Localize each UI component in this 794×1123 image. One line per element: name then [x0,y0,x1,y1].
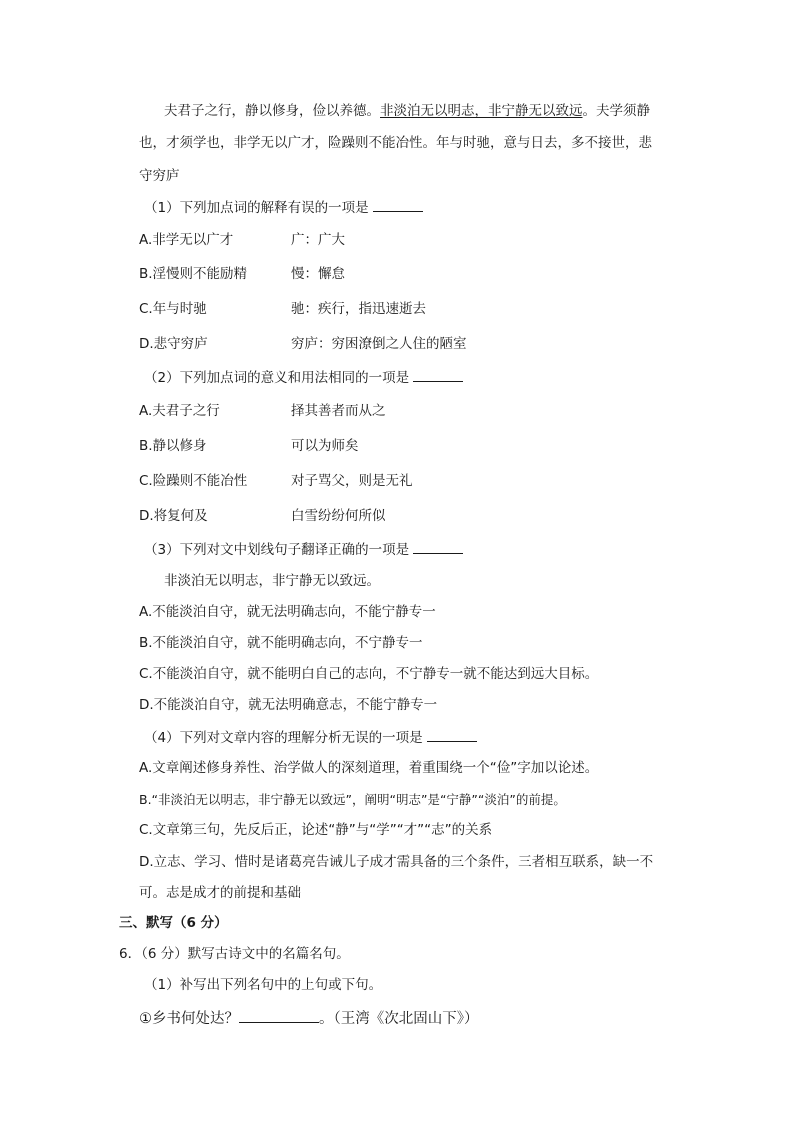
answer-blank[interactable] [413,539,463,554]
passage-line-1 [164,101,650,121]
section-title: 三、默写（6 分） [119,915,228,931]
q4-option-c: C.文章第三句，先反后正，论述“静”与“学”“才”“志”的关系 [139,822,493,838]
q2-option-b: B.静以修身 可以为师矣 [139,438,359,454]
q2-option-a: A.夫君子之行 择其善者而从之 [139,403,386,419]
q1-option-d: D.悲守穷庐 穷庐：穷困潦倒之人住的陋室 [139,336,467,352]
question-1-stem: （1）下列加点词的解释有误的一项是 [144,197,423,217]
q2-option-d: D.将复何及 白雪纷纷何所似 [139,508,386,524]
q2-option-c: C.险躁则不能冶性 对子骂父，则是无礼 [139,473,413,489]
fill-blank[interactable] [239,1008,319,1023]
passage-line-2: 也，才须学也，非学无以广才，险躁则不能冶性。年与时驰，意与日去，多不接世，悲 [139,135,652,151]
fill-item-1: ①乡书何处达？ 。（王湾《次北固山下》） [139,1008,479,1028]
q3-option-b: B.不能淡泊自守，就不能明确志向，不宁静专一 [139,635,423,651]
q1-option-a: A.非学无以广才 广：广大 [139,232,345,248]
passage-line-3: 守穷庐 [139,168,180,184]
passage-text: 夫君子之行，静以修身，俭以养德。 [164,103,380,119]
underlined-sentence: 非淡泊无以明志，非宁静无以致远 [380,103,583,119]
q4-option-a: A.文章阐述修身养性、治学做人的深刻道理，着重围绕一个“俭”字加以论述。 [139,760,599,776]
q3-option-a: A.不能淡泊自守，就无法明确志向，不能宁静专一 [139,604,436,620]
q4-option-d: D.立志、学习、惜时是诸葛亮告诫儿子成才需具备的三个条件，三者相互联系，缺一不 [139,854,654,870]
q4-option-b: B.“非淡泊无以明志，非宁静无以致远”，阐明“明志”是“宁静”“淡泊”的前提。 [139,792,566,807]
answer-blank[interactable] [413,367,463,382]
q3-option-c: C.不能淡泊自守，就不能明白自己的志向，不宁静专一就不能达到远大目标。 [139,666,599,682]
q4-option-d-continued: 可。志是成才的前提和基础 [139,885,301,901]
question-6-stem: 6．（6 分）默写古诗文中的名篇名句。 [119,946,350,962]
q1-option-c: C.年与时驰 驰：疾行，指迅速逝去 [139,301,426,317]
question-2-stem: （2）下列加点词的意义和用法相同的一项是 [144,367,463,387]
q3-option-d: D.不能淡泊自守，就无法明确意志，不能宁静专一 [139,697,438,713]
answer-blank[interactable] [427,727,477,742]
question-6-sub-1: （1）补写出下列名句中的上句或下句。 [144,977,383,993]
passage-text: 。夫学须静 [582,103,650,119]
question-3-stem: （3）下列对文中划线句子翻译正确的一项是 [144,539,463,559]
answer-blank[interactable] [373,197,423,212]
q3-quote: 非淡泊无以明志，非宁静无以致远。 [164,573,380,589]
question-4-stem: （4）下列对文章内容的理解分析无误的一项是 [144,727,477,747]
q1-option-b: B.淫慢则不能励精 慢：懈怠 [139,266,345,282]
